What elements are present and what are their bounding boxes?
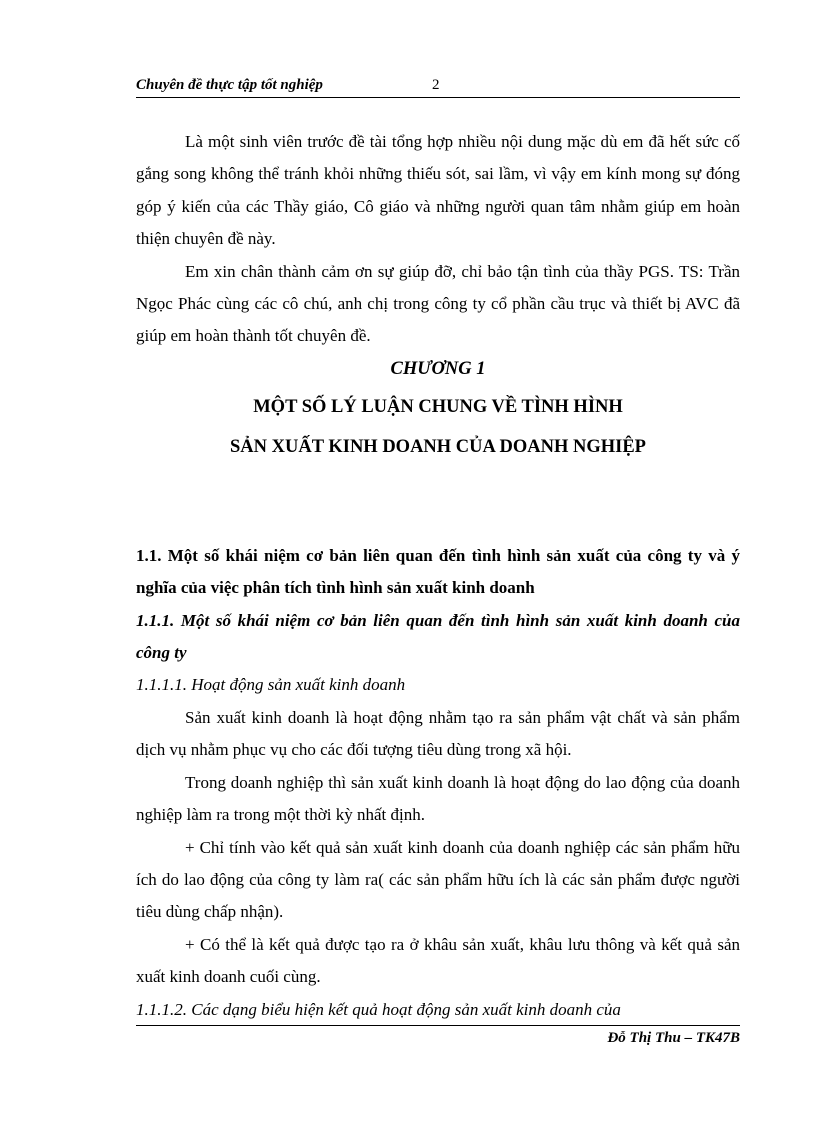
footer-author: Đỗ Thị Thu – TK47B xyxy=(607,1030,740,1046)
page-number: 2 xyxy=(432,77,440,93)
header-title: Chuyên đề thực tập tốt nghiệp xyxy=(136,77,323,93)
section-heading-1-1: 1.1. Một số khái niệm cơ bản liên quan đến tình hình sản xuất của công ty và ý nghĩa của việc phân tích tình hình sản xuất kinh doanh xyxy=(136,545,740,598)
body-paragraph-2: Trong doanh nghiệp thì sản xuất kinh doanh là hoạt động do lao động của doanh nghiệp làm ra trong một thời kỳ nhất định. xyxy=(136,772,740,825)
section-heading-1-1-1: 1.1.1. Một số khái niệm cơ bản liên quan đến tình hình sản xuất kinh doanh của công ty xyxy=(136,610,740,663)
section-heading-1-1-1-2: 1.1.1.2. Các dạng biểu hiện kết quả hoạt động sản xuất kinh doanh của xyxy=(136,999,621,1019)
page-header xyxy=(136,75,740,98)
section-heading-1-1-1-1: 1.1.1.1. Hoạt động sản xuất kinh doanh xyxy=(136,675,406,695)
chapter-label: CHƯƠNG 1 xyxy=(390,358,486,379)
chapter-title-line-1: MỘT SỐ LÝ LUẬN CHUNG VỀ TÌNH HÌNH xyxy=(253,396,623,417)
intro-paragraph-2: Em xin chân thành cảm ơn sự giúp đỡ, chỉ bảo tận tình của thầy PGS. TS: Trần Ngọc Phác cùng các cô chú, anh chị trong công ty cổ phần cầu trục và thiết bị AVC đã giúp em hoàn thành tốt chuyên đề. xyxy=(136,261,740,346)
page-footer xyxy=(136,1025,740,1046)
body-paragraph-3: + Chỉ tính vào kết quả sản xuất kinh doanh của doanh nghiệp các sản phẩm hữu ích do lao động của công ty làm ra( các sản phẩm hữu ích là các sản phẩm được người tiêu dùng chấp nhận). xyxy=(136,837,740,922)
body-paragraph-1: Sản xuất kinh doanh là hoạt động nhằm tạo ra sản phẩm vật chất và sản phẩm dịch vụ nhằm phục vụ cho các đối tượng tiêu dùng trong xã hội. xyxy=(136,707,740,760)
chapter-title-line-2: SẢN XUẤT KINH DOANH CỦA DOANH NGHIỆP xyxy=(230,436,646,457)
body-paragraph-4: + Có thể là kết quả được tạo ra ở khâu sản xuất, khâu lưu thông và kết quả sản xuất kinh doanh cuối cùng. xyxy=(136,934,740,987)
page-body xyxy=(136,126,740,1026)
intro-paragraph-1: Là một sinh viên trước đề tài tổng hợp nhiều nội dung mặc dù em đã hết sức cố gắng song không thể tránh khỏi những thiếu sót, sai lầm, vì vậy em kính mong sự đóng góp ý kiến của các Thầy giáo, Cô giáo và những người quan tâm nhằm giúp em hoàn thiện chuyên đề này. xyxy=(136,132,740,249)
